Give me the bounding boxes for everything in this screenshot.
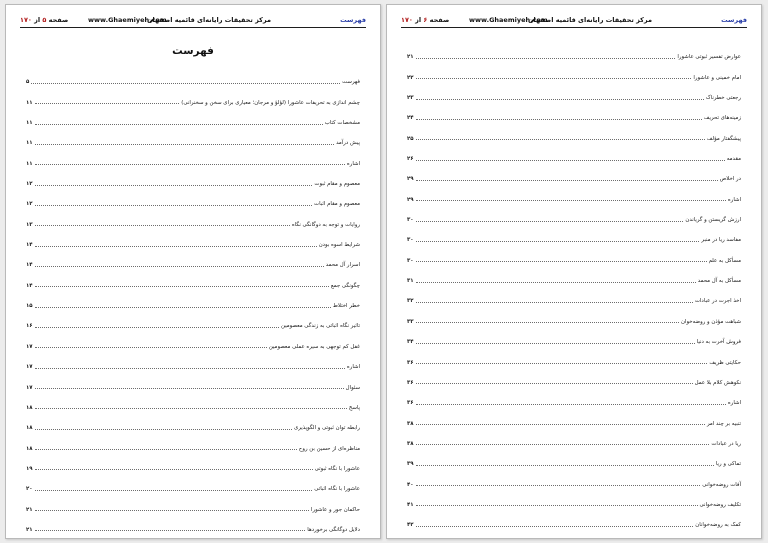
toc-entry-label[interactable]: اسرار آل محمد [325, 262, 360, 269]
toc-entry-label[interactable]: فهرست [342, 79, 360, 86]
toc-entry[interactable] [26, 268, 360, 288]
toc-entry-label[interactable]: تاثیر نگاه اثباتی به زندگی معصومین [281, 323, 360, 330]
toc-entry-page-number[interactable]: ۳۹ [407, 461, 414, 468]
toc-entry[interactable] [407, 223, 741, 243]
toc-dot-leader [35, 530, 306, 531]
toc-entry-label[interactable]: مسأکل به آل محمد [697, 278, 741, 285]
toc-entry[interactable] [407, 304, 741, 324]
toc-entry-label[interactable]: آفات روضه‌خوانی [702, 481, 741, 488]
toc-entry-label[interactable]: زمینه‌های تحریف [703, 115, 741, 122]
toc-entry[interactable] [407, 427, 741, 447]
toc-entry-label[interactable]: روایات و توجه به دوگانگی نگاه [291, 221, 360, 228]
toc-dot-leader [416, 444, 710, 445]
toc-entry[interactable] [407, 508, 741, 528]
toc-entry[interactable] [407, 284, 741, 304]
toc-entry-page-number[interactable]: ۱۱ [26, 140, 33, 147]
toc-dot-leader [35, 144, 334, 145]
toc-entry-label[interactable]: شباهت مؤذن و روضه‌خوان [681, 318, 741, 325]
toc-entry-page-number[interactable]: ۳۰ [407, 237, 414, 244]
toc-entry-label[interactable]: عاشورا با نگاه ثبوتی [314, 465, 360, 472]
toc-dot-leader [35, 449, 297, 450]
toc-entry-page-number[interactable]: ۲۳ [407, 95, 414, 102]
toc-entry-label[interactable]: شرایط اسوه بودن [318, 242, 360, 249]
toc-entry-label[interactable]: ارزش گریستن و گریاندن [685, 217, 741, 224]
toc-entry-page-number[interactable]: ۱۲ [26, 181, 33, 188]
header-page-number: ۶ [423, 16, 428, 24]
toc-entry[interactable] [26, 248, 360, 268]
page-header [20, 15, 366, 28]
toc-entry[interactable] [26, 350, 360, 370]
toc-entry-label[interactable]: چشم اندازی به تحریفات عاشورا (لؤلؤ و مرجان؛ معیاری برای سخن و سخنرانی) [181, 99, 360, 106]
toc-entry[interactable] [26, 167, 360, 187]
toc-entry-page-number[interactable]: ۳۶ [407, 400, 414, 407]
toc-entry[interactable] [407, 325, 741, 345]
toc-entry-label[interactable]: معصوم و مقام اثبات [314, 201, 360, 208]
toc-dot-leader [35, 225, 290, 226]
toc-dot-leader [416, 282, 696, 283]
header-page-total: ۱۷۰ [20, 16, 32, 24]
toc-dot-leader [35, 469, 313, 470]
toc-entry-label[interactable]: ریا در عبادات [711, 440, 741, 447]
toc-entry[interactable] [407, 182, 741, 202]
toc-entry[interactable] [26, 65, 360, 85]
toc-entry[interactable] [26, 329, 360, 349]
header-website: www.Ghaemiyeh.com [88, 16, 167, 24]
toc-entry-page-number[interactable]: ۲۵ [407, 135, 414, 142]
toc-dot-leader [416, 343, 695, 344]
header-page-indicator: صفحه ۵ از ۱۷۰ [20, 16, 69, 24]
toc-entry-label[interactable]: عاشورا با نگاه اثباتی [314, 486, 360, 493]
toc-dot-leader [416, 180, 718, 181]
toc-entry-label[interactable]: امام خمینی و عاشورا [693, 74, 741, 81]
toc-entry-label[interactable]: معصوم و مقام ثبوت [314, 181, 360, 188]
toc-entry[interactable] [407, 60, 741, 80]
toc-entry-page-number[interactable]: ۱۸ [26, 445, 33, 452]
toc-entry-label[interactable]: چگونگی جمع [330, 282, 360, 289]
toc-entry[interactable] [407, 142, 741, 162]
toc-entry-page-number[interactable]: ۴۰ [407, 481, 414, 488]
toc-entry[interactable] [407, 467, 741, 487]
toc-entry-label[interactable]: تنبیه بر چند امر [706, 420, 741, 427]
toc-entry-page-number[interactable]: ۲۹ [407, 176, 414, 183]
toc-dot-leader [416, 241, 700, 242]
toc-entry-page-number[interactable]: ۲۲ [407, 74, 414, 81]
toc-entry-label[interactable]: پاسخ [348, 404, 360, 411]
toc-dot-leader [35, 246, 317, 247]
header-section-title: فهرست [340, 16, 366, 24]
header-page-total: ۱۷۰ [401, 16, 413, 24]
toc-entry-page-number[interactable]: ۲۰ [26, 486, 33, 493]
toc-entry-page-number[interactable]: ۳۰ [407, 217, 414, 224]
header-org-name: مرکز تحقیقات رایانه‌ای قائمیه اصفهان [527, 16, 652, 24]
toc-entry-page-number[interactable]: ۲۱ [407, 54, 414, 61]
toc-dot-leader [35, 185, 313, 186]
toc-entry[interactable] [407, 366, 741, 386]
toc-entry[interactable] [26, 85, 360, 105]
toc-entry-label[interactable]: مسأکل به علم [708, 257, 741, 264]
toc-entry-page-number[interactable]: ۱۷ [26, 384, 33, 391]
toc-dot-leader [416, 58, 676, 59]
toc-entry-page-number[interactable]: ۳۱ [407, 278, 414, 285]
toc-entry[interactable] [26, 513, 360, 533]
toc-entry-page-number[interactable]: ۲۹ [407, 196, 414, 203]
toc-dot-leader [416, 505, 698, 506]
toc-entry-page-number[interactable]: ۴۱ [407, 501, 414, 508]
header-section-title: فهرست [721, 16, 747, 24]
toc-entry-label[interactable]: نکوهش کلام بلا عمل [694, 379, 741, 386]
toc-entry-page-number[interactable]: ۳۲ [407, 298, 414, 305]
toc-dot-leader [35, 408, 347, 409]
toc-dot-leader [416, 99, 704, 100]
toc-entry-page-number[interactable]: ۱۶ [26, 323, 33, 330]
toc-dot-leader [416, 363, 708, 364]
toc-entry-label[interactable]: تکلیف روضه‌خوانی [699, 501, 741, 508]
toc-entry-page-number[interactable]: ۲۶ [407, 156, 414, 163]
header-page-indicator: صفحه ۶ از ۱۷۰ [401, 16, 450, 24]
toc-entry-page-number[interactable]: ۱۱ [26, 160, 33, 167]
toc-dot-leader [35, 124, 323, 125]
toc-entry-page-number[interactable]: ۱۴ [26, 282, 33, 289]
toc-dot-leader [35, 307, 331, 308]
document-page-6 [386, 4, 762, 539]
toc-dot-leader [35, 510, 309, 511]
toc-dot-leader [31, 83, 340, 84]
toc-entry[interactable] [26, 126, 360, 146]
toc-entry-label[interactable]: غفل کم توجهی به سیره عملی معصومین [268, 343, 360, 350]
toc-entry-label[interactable]: کمک به روضه‌خوانان [695, 522, 741, 529]
toc-entry[interactable] [407, 386, 741, 406]
toc-dot-leader [416, 119, 702, 120]
toc-entry-page-number[interactable]: ۴۲ [407, 522, 414, 529]
toc-dot-leader [35, 490, 313, 491]
toc-dot-leader [416, 302, 693, 303]
toc-dot-leader [35, 388, 344, 389]
toc-entry-page-number[interactable]: ۳۳ [407, 318, 414, 325]
toc-entry-page-number[interactable]: ۱۷ [26, 364, 33, 371]
toc-entry[interactable] [26, 146, 360, 166]
header-website: www.Ghaemiyeh.com [469, 16, 548, 24]
toc-entry-label[interactable]: رجعتی خطرناک [705, 95, 741, 102]
toc-entry-label[interactable]: اشاره [346, 364, 360, 371]
toc-entry-page-number[interactable]: ۳۰ [407, 257, 414, 264]
toc-entry-label[interactable]: فروش آخرت به دنیا [696, 339, 741, 346]
toc-entry-page-number[interactable]: ۱۵ [26, 303, 33, 310]
toc-entry-label[interactable]: حاکمان جور و عاشورا [311, 506, 360, 513]
toc-entry-label[interactable]: مناظره‌ای از حسین بن روح [298, 445, 360, 452]
toc-entry-page-number[interactable]: ۱۱ [26, 99, 33, 106]
toc-entry[interactable] [26, 207, 360, 227]
toc-entry[interactable] [407, 345, 741, 365]
toc-entry[interactable] [26, 289, 360, 309]
toc-entry[interactable] [26, 492, 360, 512]
toc-entry[interactable] [26, 391, 360, 411]
toc-dot-leader [416, 160, 725, 161]
toc-entry[interactable] [407, 162, 741, 182]
toc-entry-label[interactable]: رابطه توان ثبوتی و الگوپذیری [294, 425, 360, 432]
toc-dot-leader [416, 139, 705, 140]
toc-entry-label[interactable]: پیش درآمد [336, 140, 360, 147]
header-page-number: ۵ [42, 16, 47, 24]
toc-entry-page-number[interactable]: ۱۲ [26, 201, 33, 208]
toc-entry-page-number[interactable]: ۲۴ [407, 115, 414, 122]
toc-entry-page-number[interactable]: ۵ [26, 79, 30, 86]
toc-entry[interactable] [26, 187, 360, 207]
toc-entry-page-number[interactable]: ۳۸ [407, 420, 414, 427]
toc-entry[interactable] [26, 370, 360, 390]
toc-entry-page-number[interactable]: ۱۱ [26, 120, 33, 127]
toc-entry-label[interactable]: دلایل دوگانگی برخوردها [307, 526, 360, 533]
toc-dot-leader [416, 200, 726, 201]
toc-entry[interactable] [407, 488, 741, 508]
toc-entry[interactable] [407, 243, 741, 263]
toc-dot-leader [416, 221, 684, 222]
toc-dot-leader [416, 465, 714, 466]
toc-dot-leader [416, 404, 726, 405]
toc-dot-leader [416, 261, 707, 262]
toc-entry[interactable] [407, 81, 741, 101]
toc-entry-page-number[interactable]: ۲۱ [26, 526, 33, 533]
toc-entry-page-number[interactable]: ۱۴ [26, 242, 33, 249]
toc-entry[interactable] [407, 447, 741, 467]
toc-title: فهرست [172, 45, 214, 57]
toc-entry-label[interactable]: اخذ اجرت در عبادات [694, 298, 741, 305]
toc-entry[interactable] [26, 228, 360, 248]
toc-dot-leader [35, 266, 324, 267]
toc-entry-label[interactable]: سئوال [345, 384, 360, 391]
toc-entry-page-number[interactable]: ۳۶ [407, 379, 414, 386]
toc-entry-page-number[interactable]: ۱۸ [26, 425, 33, 432]
toc-entry[interactable] [407, 264, 741, 284]
toc-entry-label[interactable]: پیشگفتار مؤلف [706, 135, 741, 142]
toc-dot-leader [35, 429, 292, 430]
toc-entry-label[interactable]: اشاره [727, 196, 741, 203]
toc-dot-leader [416, 485, 701, 486]
toc-dot-leader [35, 347, 267, 348]
toc-dot-leader [416, 78, 692, 79]
toc-entry[interactable] [407, 203, 741, 223]
toc-dot-leader [35, 286, 329, 287]
toc-dot-leader [35, 103, 180, 104]
toc-entry-page-number[interactable]: ۳۸ [407, 440, 414, 447]
toc-dot-leader [35, 368, 345, 369]
toc-dot-leader [416, 526, 694, 527]
toc-entry-label[interactable]: اشاره [346, 160, 360, 167]
toc-entry-page-number[interactable]: ۱۷ [26, 343, 33, 350]
toc-entry-page-number[interactable]: ۲۱ [26, 506, 33, 513]
toc-entry[interactable] [26, 452, 360, 472]
toc-entry-label[interactable]: مقدمه [726, 156, 741, 163]
toc-entry-label[interactable]: مشخصات کتاب [324, 120, 360, 127]
toc-entry-page-number[interactable]: ۱۳ [26, 221, 33, 228]
toc-entry-page-number[interactable]: ۱۹ [26, 465, 33, 472]
toc-entry[interactable] [407, 121, 741, 141]
toc-dot-leader [416, 322, 679, 323]
header-org-name: مرکز تحقیقات رایانه‌ای قائمیه اصفهان [146, 16, 271, 24]
toc-entry-page-number[interactable]: ۳۴ [407, 339, 414, 346]
toc-entry[interactable] [407, 101, 741, 121]
toc-dot-leader [416, 383, 693, 384]
toc-entry[interactable] [26, 472, 360, 492]
toc-entry-label[interactable]: عوارض تفسیر ثبوتی عاشورا [677, 54, 741, 61]
toc-entry-page-number[interactable]: ۳۶ [407, 359, 414, 366]
toc-entry-label[interactable]: خطر اختلاط [332, 303, 360, 310]
toc-entry[interactable] [26, 309, 360, 329]
toc-dot-leader [35, 205, 312, 206]
toc-entry-label[interactable]: تماکی و ریا [715, 461, 741, 468]
toc-entry-page-number[interactable]: ۱۸ [26, 404, 33, 411]
toc-entry[interactable] [407, 40, 741, 60]
toc-entry[interactable] [26, 411, 360, 431]
toc-entry-label[interactable]: اشاره [727, 400, 741, 407]
toc-entry-label[interactable]: مفاسد ریا در منبر [701, 237, 741, 244]
page-header [401, 15, 747, 28]
toc-entry[interactable] [407, 406, 741, 426]
toc-list [407, 40, 741, 528]
toc-entry-page-number[interactable]: ۱۴ [26, 262, 33, 269]
toc-list [26, 65, 360, 533]
toc-entry-label[interactable]: حکایتی ظریف [709, 359, 741, 366]
toc-dot-leader [35, 164, 345, 165]
document-page-5 [5, 4, 381, 539]
toc-dot-leader [416, 424, 705, 425]
toc-entry[interactable] [26, 106, 360, 126]
toc-entry-label[interactable]: در اخلاص [719, 176, 741, 183]
toc-entry[interactable] [26, 431, 360, 451]
toc-dot-leader [35, 327, 279, 328]
